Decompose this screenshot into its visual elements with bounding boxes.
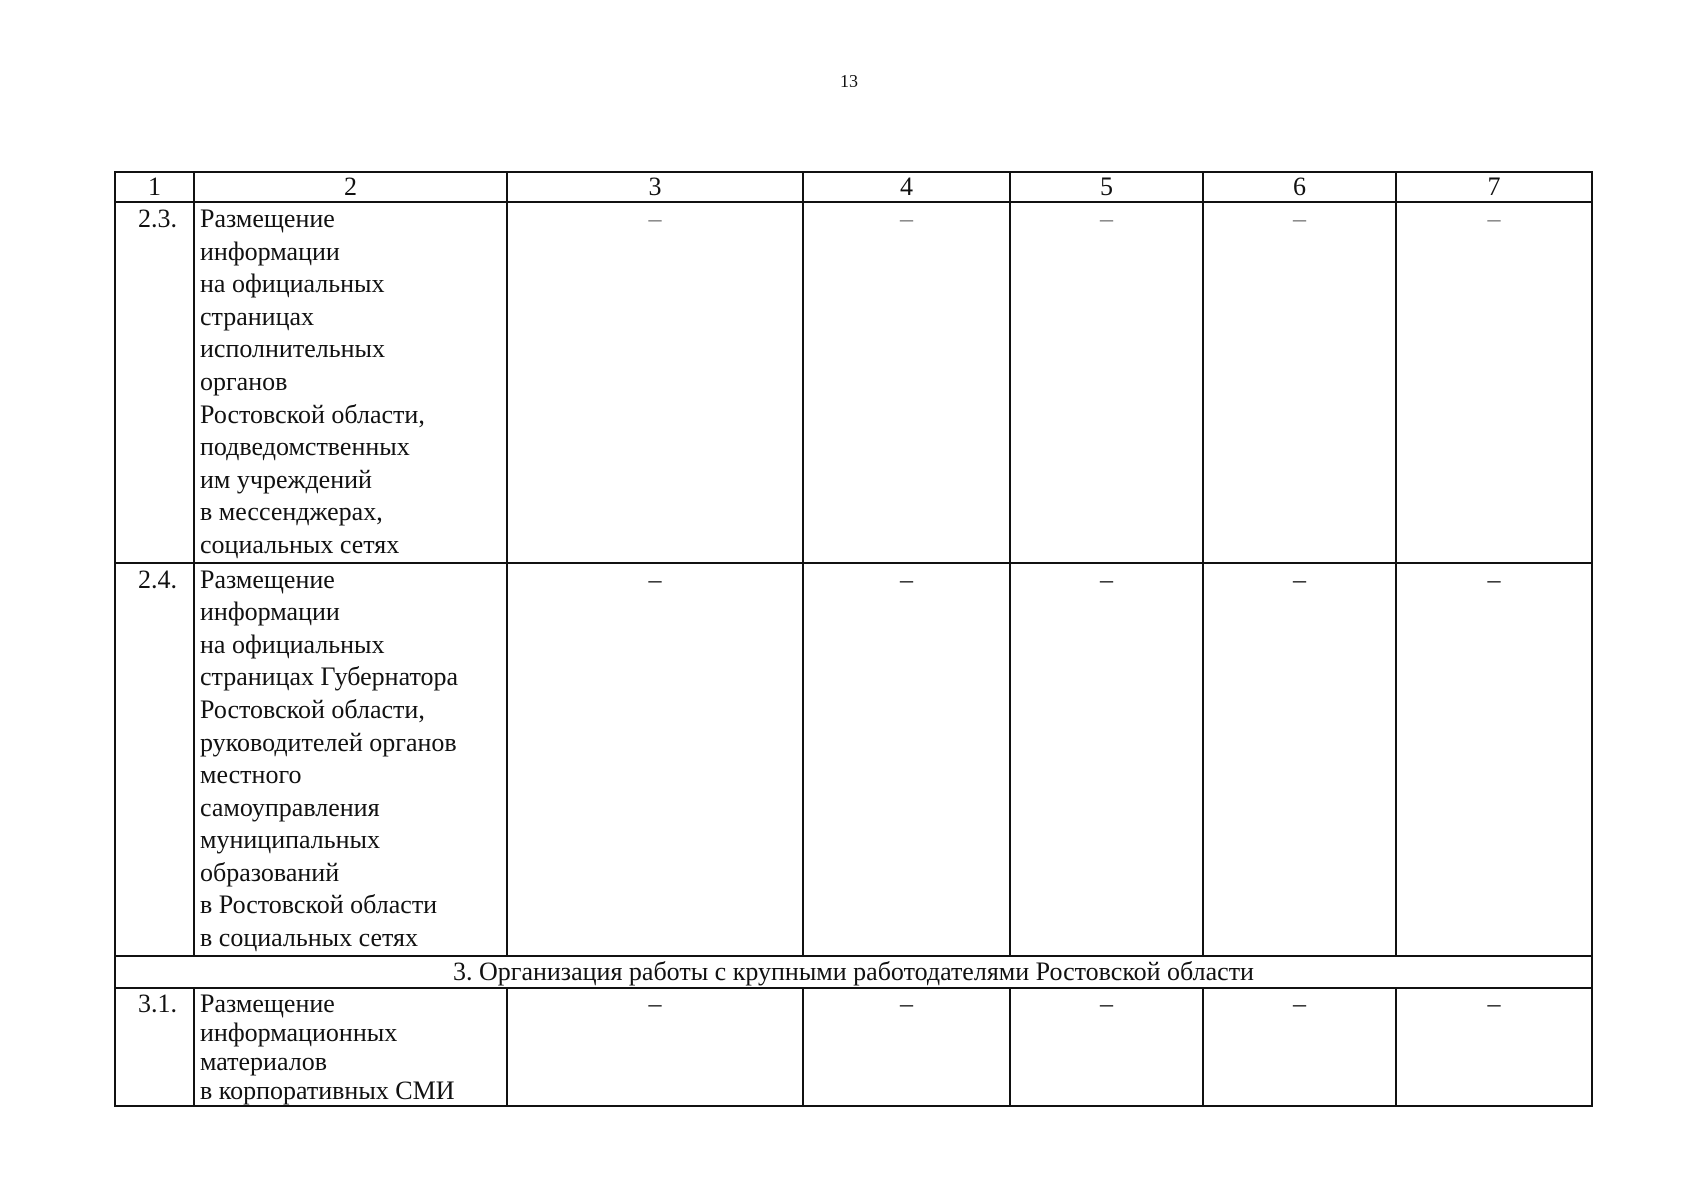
header-cell: 5 — [1010, 172, 1203, 202]
table-row — [115, 563, 1592, 956]
value-cell: – — [803, 202, 1010, 563]
value-cell: – — [1203, 988, 1396, 1106]
table-row — [115, 202, 1592, 563]
value-cell: – — [803, 988, 1010, 1106]
value-cell: – — [1396, 563, 1592, 956]
value-cell: – — [507, 988, 803, 1106]
value-cell: – — [1010, 563, 1203, 956]
section-heading: 3. Организация работы с крупными работодателями Ростовской области — [115, 956, 1592, 988]
document-table — [114, 171, 1593, 1107]
page-number: 13 — [840, 71, 858, 91]
value-cell: – — [1396, 988, 1592, 1106]
value-cell: – — [507, 563, 803, 956]
row-description: Размещение информации на официальных страницах исполнительных органов Ростовской области, подведомственных им учреждений в мессенджерах, социальных сетях — [194, 202, 507, 563]
value-cell: – — [1203, 202, 1396, 563]
row-number: 3.1. — [115, 988, 194, 1106]
header-cell: 2 — [194, 172, 507, 202]
value-cell: – — [1010, 202, 1203, 563]
value-cell: – — [803, 563, 1010, 956]
row-number: 2.4. — [115, 563, 194, 956]
header-cell: 3 — [507, 172, 803, 202]
value-cell: – — [1010, 988, 1203, 1106]
row-number: 2.3. — [115, 202, 194, 563]
row-description: Размещение информации на официальных страницах Губернатора Ростовской области, руководителей органов местного самоуправления муниципальных образований в Ростовской области в социальных сетях — [194, 563, 507, 956]
value-cell: – — [1396, 202, 1592, 563]
header-cell: 6 — [1203, 172, 1396, 202]
value-cell: – — [507, 202, 803, 563]
section-heading-row — [115, 956, 1592, 988]
table-header-row — [115, 172, 1592, 202]
header-cell: 4 — [803, 172, 1010, 202]
value-cell: – — [1203, 563, 1396, 956]
header-cell: 1 — [115, 172, 194, 202]
table-row — [115, 988, 1592, 1106]
header-cell: 7 — [1396, 172, 1592, 202]
row-description: Размещение информационных материалов в корпоративных СМИ — [194, 988, 507, 1106]
